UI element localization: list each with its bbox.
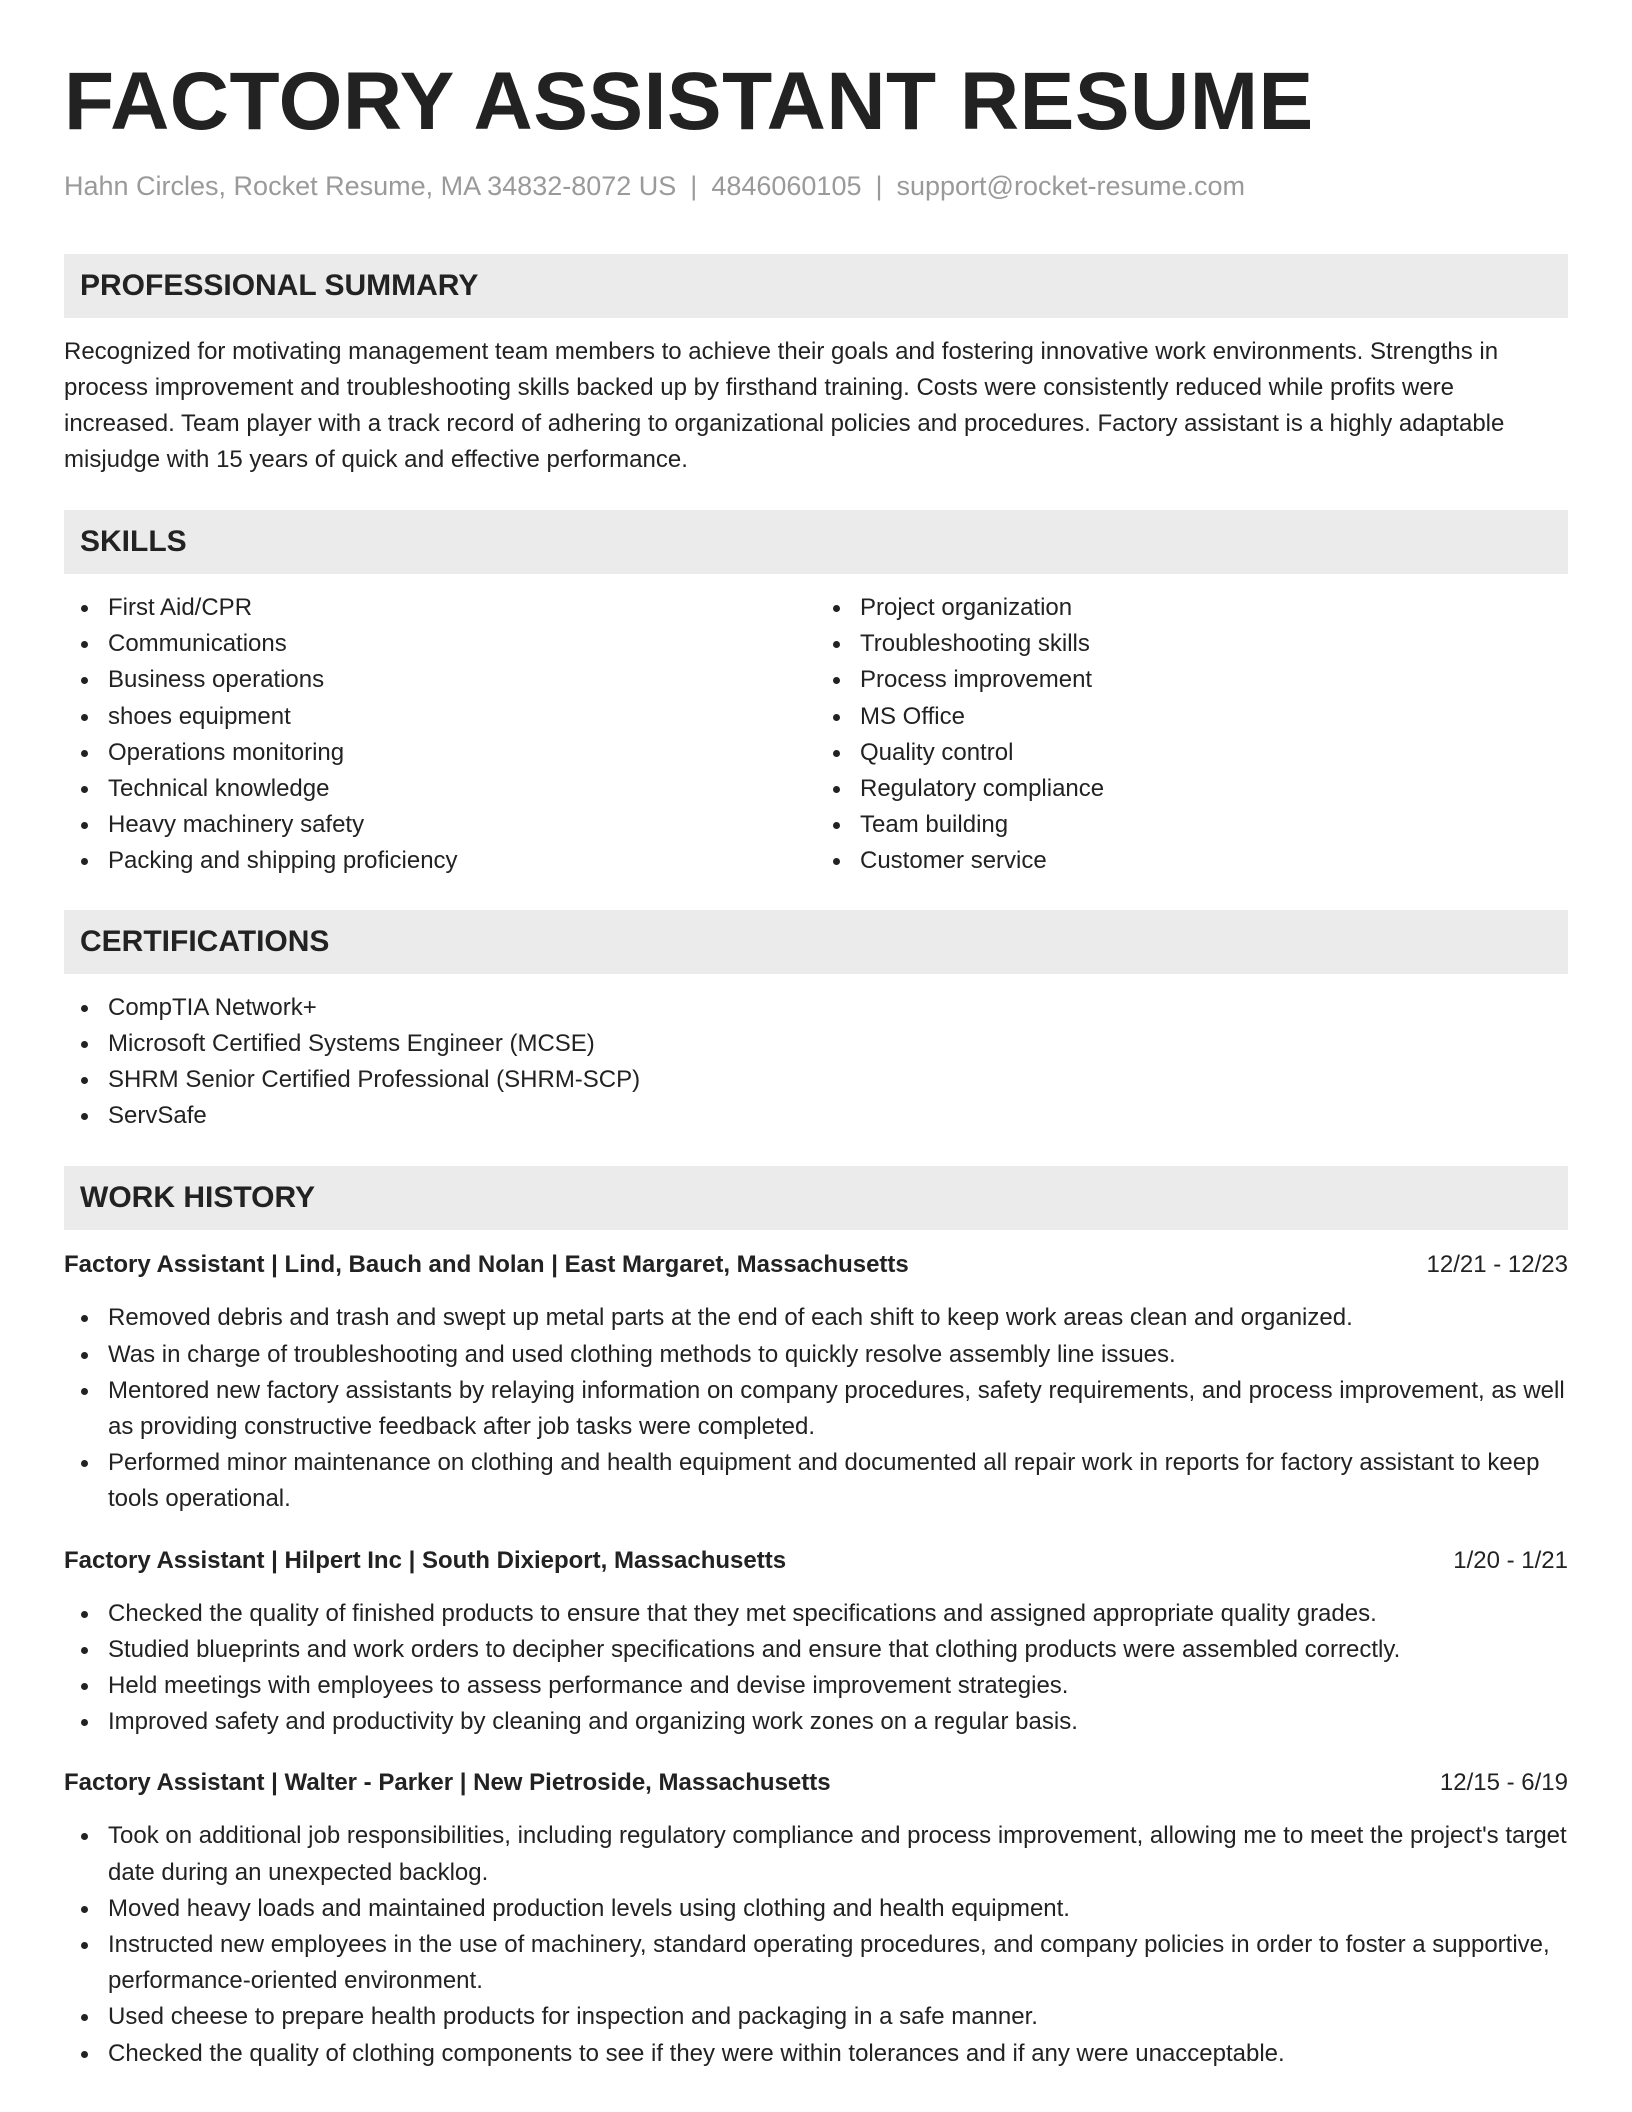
contact-email: support@rocket-resume.com <box>896 171 1246 201</box>
resume-page <box>64 0 1568 2072</box>
skill-item: Technical knowledge <box>108 771 816 807</box>
job-title: Factory Assistant | Lind, Bauch and Nolan | East Margaret, Massachusetts <box>64 1251 909 1279</box>
skills-list-left <box>64 590 816 880</box>
skill-item: shoes equipment <box>108 699 816 735</box>
job-title: Factory Assistant | Hilpert Inc | South Dixieport, Massachusetts <box>64 1546 787 1574</box>
contact-separator: | <box>690 171 698 201</box>
section-heading-skills: SKILLS <box>64 510 1568 574</box>
skills-columns <box>64 590 1568 880</box>
section-heading-summary: PROFESSIONAL SUMMARY <box>64 254 1568 318</box>
contact-phone: 4846060105 <box>711 171 862 201</box>
job-bullets <box>64 1596 1568 1741</box>
job-bullet: Held meetings with employees to assess performance and devise improvement strategies. <box>108 1668 1568 1704</box>
contact-address: Hahn Circles, Rocket Resume, MA 34832-8072 US <box>64 171 677 201</box>
skill-item: Process improvement <box>860 662 1568 698</box>
job-bullet: Improved safety and productivity by cleaning and organizing work zones on a regular basis. <box>108 1704 1568 1740</box>
job-bullet: Was in charge of troubleshooting and used clothing methods to quickly resolve assembly line issues. <box>108 1337 1568 1373</box>
skill-item: Project organization <box>860 590 1568 626</box>
job-bullet: Checked the quality of clothing components to see if they were within tolerances and if any were unacceptable. <box>108 2036 1568 2072</box>
job-bullet: Took on additional job responsibilities, including regulatory compliance and process improvement, allowing me to meet the project's target date during an unexpected backlog. <box>108 1818 1568 1890</box>
job-bullets <box>64 1818 1568 2071</box>
job-bullet: Studied blueprints and work orders to decipher specifications and ensure that clothing products were assembled correctly. <box>108 1632 1568 1668</box>
skill-item: Quality control <box>860 735 1568 771</box>
job-bullet: Moved heavy loads and maintained production levels using clothing and health equipment. <box>108 1891 1568 1927</box>
skills-list-right <box>816 590 1568 880</box>
job-title: Factory Assistant | Walter - Parker | New Pietroside, Massachusetts <box>64 1769 831 1797</box>
skill-item: Operations monitoring <box>108 735 816 771</box>
section-heading-work-history: WORK HISTORY <box>64 1166 1568 1230</box>
job-dates: 1/20 - 1/21 <box>1453 1546 1568 1574</box>
job-bullet: Instructed new employees in the use of machinery, standard operating procedures, and company policies in order to foster a supportive, performance-oriented environment. <box>108 1927 1568 1999</box>
skill-item: Team building <box>860 807 1568 843</box>
summary-text: Recognized for motivating management team members to achieve their goals and fostering innovative work environments. Strengths in process improvement and troubleshooting skills backed up by firsthand training. Costs were consistently reduced while profits were increased. Team player with a track record of adhering to organizational policies and procedures. Factory assistant is a highly adaptable misjudge with 15 years of quick and effective performance. <box>64 338 1505 473</box>
job-dates: 12/15 - 6/19 <box>1439 1769 1568 1797</box>
job-header <box>64 1248 1568 1282</box>
job-bullets <box>64 1300 1568 1517</box>
resume-title: FACTORY ASSISTANT RESUME <box>64 56 1314 147</box>
section-heading-certifications: CERTIFICATIONS <box>64 910 1568 974</box>
job-header <box>64 1766 1568 1800</box>
certification-item: SHRM Senior Certified Professional (SHRM-SCP) <box>108 1062 1568 1098</box>
job-bullet: Mentored new factory assistants by relaying information on company procedures, safety requirements, and process improvement, as well as providing constructive feedback after job tasks were completed. <box>108 1373 1568 1445</box>
certification-item: Microsoft Certified Systems Engineer (MCSE) <box>108 1026 1568 1062</box>
skill-item: First Aid/CPR <box>108 590 816 626</box>
skill-item: Troubleshooting skills <box>860 626 1568 662</box>
job-bullet: Used cheese to prepare health products for inspection and packaging in a safe manner. <box>108 1999 1568 2035</box>
job-dates: 12/21 - 12/23 <box>1426 1251 1568 1279</box>
job-header <box>64 1544 1568 1578</box>
skill-item: Business operations <box>108 662 816 698</box>
skill-item: Customer service <box>860 843 1568 879</box>
certification-item: ServSafe <box>108 1098 1568 1134</box>
job-bullet: Checked the quality of finished products to ensure that they met specifications and assigned appropriate quality grades. <box>108 1596 1568 1632</box>
job-bullet: Removed debris and trash and swept up metal parts at the end of each shift to keep work areas clean and organized. <box>108 1300 1568 1336</box>
skill-item: Heavy machinery safety <box>108 807 816 843</box>
skill-item: Packing and shipping proficiency <box>108 843 816 879</box>
contact-separator: | <box>875 171 883 201</box>
certification-item: CompTIA Network+ <box>108 990 1568 1026</box>
job-bullet: Performed minor maintenance on clothing and health equipment and documented all repair work in reports for factory assistant to keep tools operational. <box>108 1445 1568 1517</box>
certifications-list <box>64 990 1568 1135</box>
contact-line <box>64 168 1568 204</box>
skill-item: Regulatory compliance <box>860 771 1568 807</box>
skill-item: Communications <box>108 626 816 662</box>
skill-item: MS Office <box>860 699 1568 735</box>
